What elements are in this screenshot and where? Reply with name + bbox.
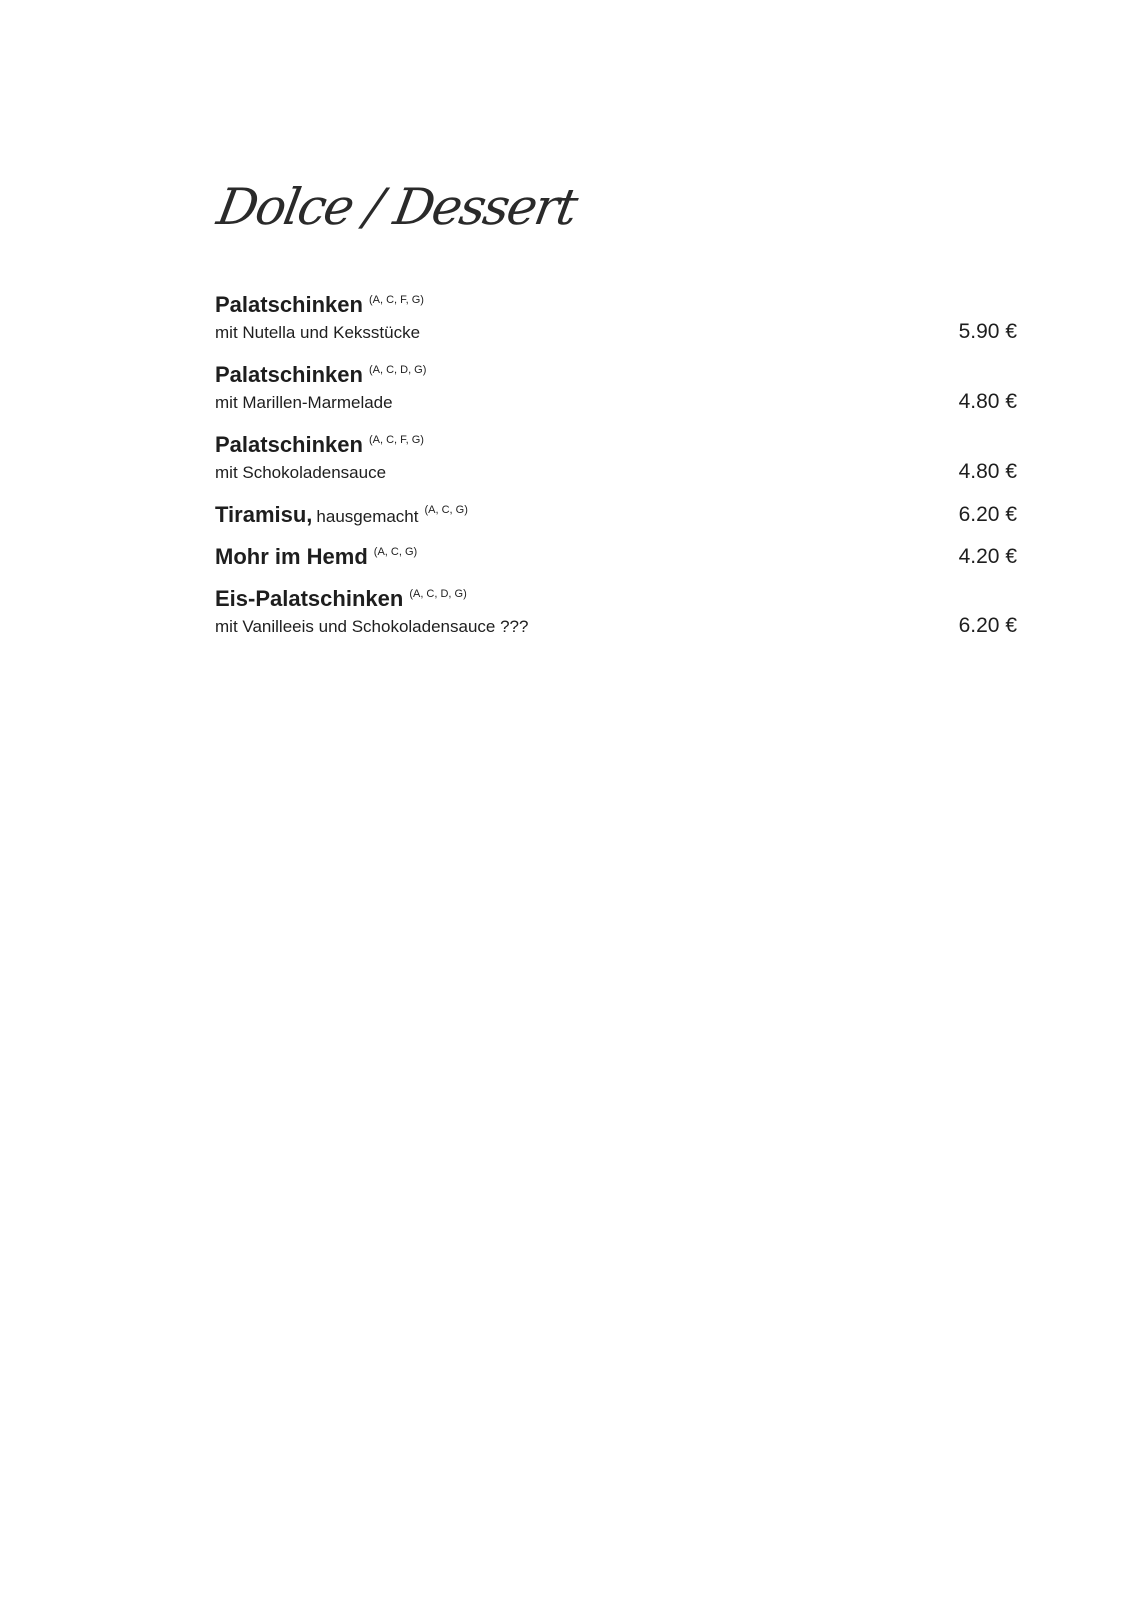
item-heading — [215, 431, 424, 463]
item-price: 6.20 € — [958, 503, 1017, 526]
menu-item-tiramisu — [215, 501, 1017, 531]
item-price: 4.80 € — [958, 460, 1017, 483]
item-price: 5.90 € — [958, 320, 1017, 343]
menu-item-mohr-im-hemd — [215, 543, 1017, 573]
item-suffix: hausgemacht — [316, 507, 419, 526]
allergen-codes: (A, C, G) — [373, 546, 418, 558]
menu-item-palatschinken-schoko — [215, 431, 1017, 491]
item-price: 4.80 € — [958, 390, 1017, 413]
item-heading — [215, 361, 426, 393]
item-name: Tiramisu, — [215, 502, 313, 527]
item-heading — [215, 585, 467, 617]
item-description: mit Marillen-Marmelade — [215, 393, 393, 412]
allergen-codes: (A, C, D, G) — [368, 364, 427, 376]
item-price: 4.20 € — [958, 545, 1017, 568]
item-description: mit Nutella und Keksstücke — [215, 323, 421, 342]
item-heading — [215, 501, 468, 533]
allergen-codes: (A, C, G) — [424, 504, 468, 516]
menu-title: Dolce / Dessert — [213, 178, 581, 236]
item-name: Palatschinken — [215, 432, 363, 457]
item-name: Eis-Palatschinken — [215, 586, 404, 611]
item-name: Palatschinken — [215, 362, 363, 387]
allergen-codes: (A, C, F, G) — [368, 434, 424, 446]
item-heading — [215, 543, 417, 575]
item-description: mit Vanilleeis und Schokoladensauce ??? — [215, 617, 529, 636]
item-name: Mohr im Hemd — [215, 544, 368, 569]
allergen-codes: (A, C, F, G) — [368, 294, 424, 306]
item-price: 6.20 € — [958, 614, 1017, 637]
allergen-codes: (A, C, D, G) — [409, 588, 467, 600]
item-name: Palatschinken — [215, 292, 363, 317]
item-heading — [215, 291, 424, 323]
menu-item-palatschinken-marillen — [215, 361, 1017, 421]
item-description: mit Schokoladensauce — [215, 463, 387, 482]
menu-item-palatschinken-nutella — [215, 291, 1017, 351]
menu-item-eis-palatschinken — [215, 585, 1017, 645]
